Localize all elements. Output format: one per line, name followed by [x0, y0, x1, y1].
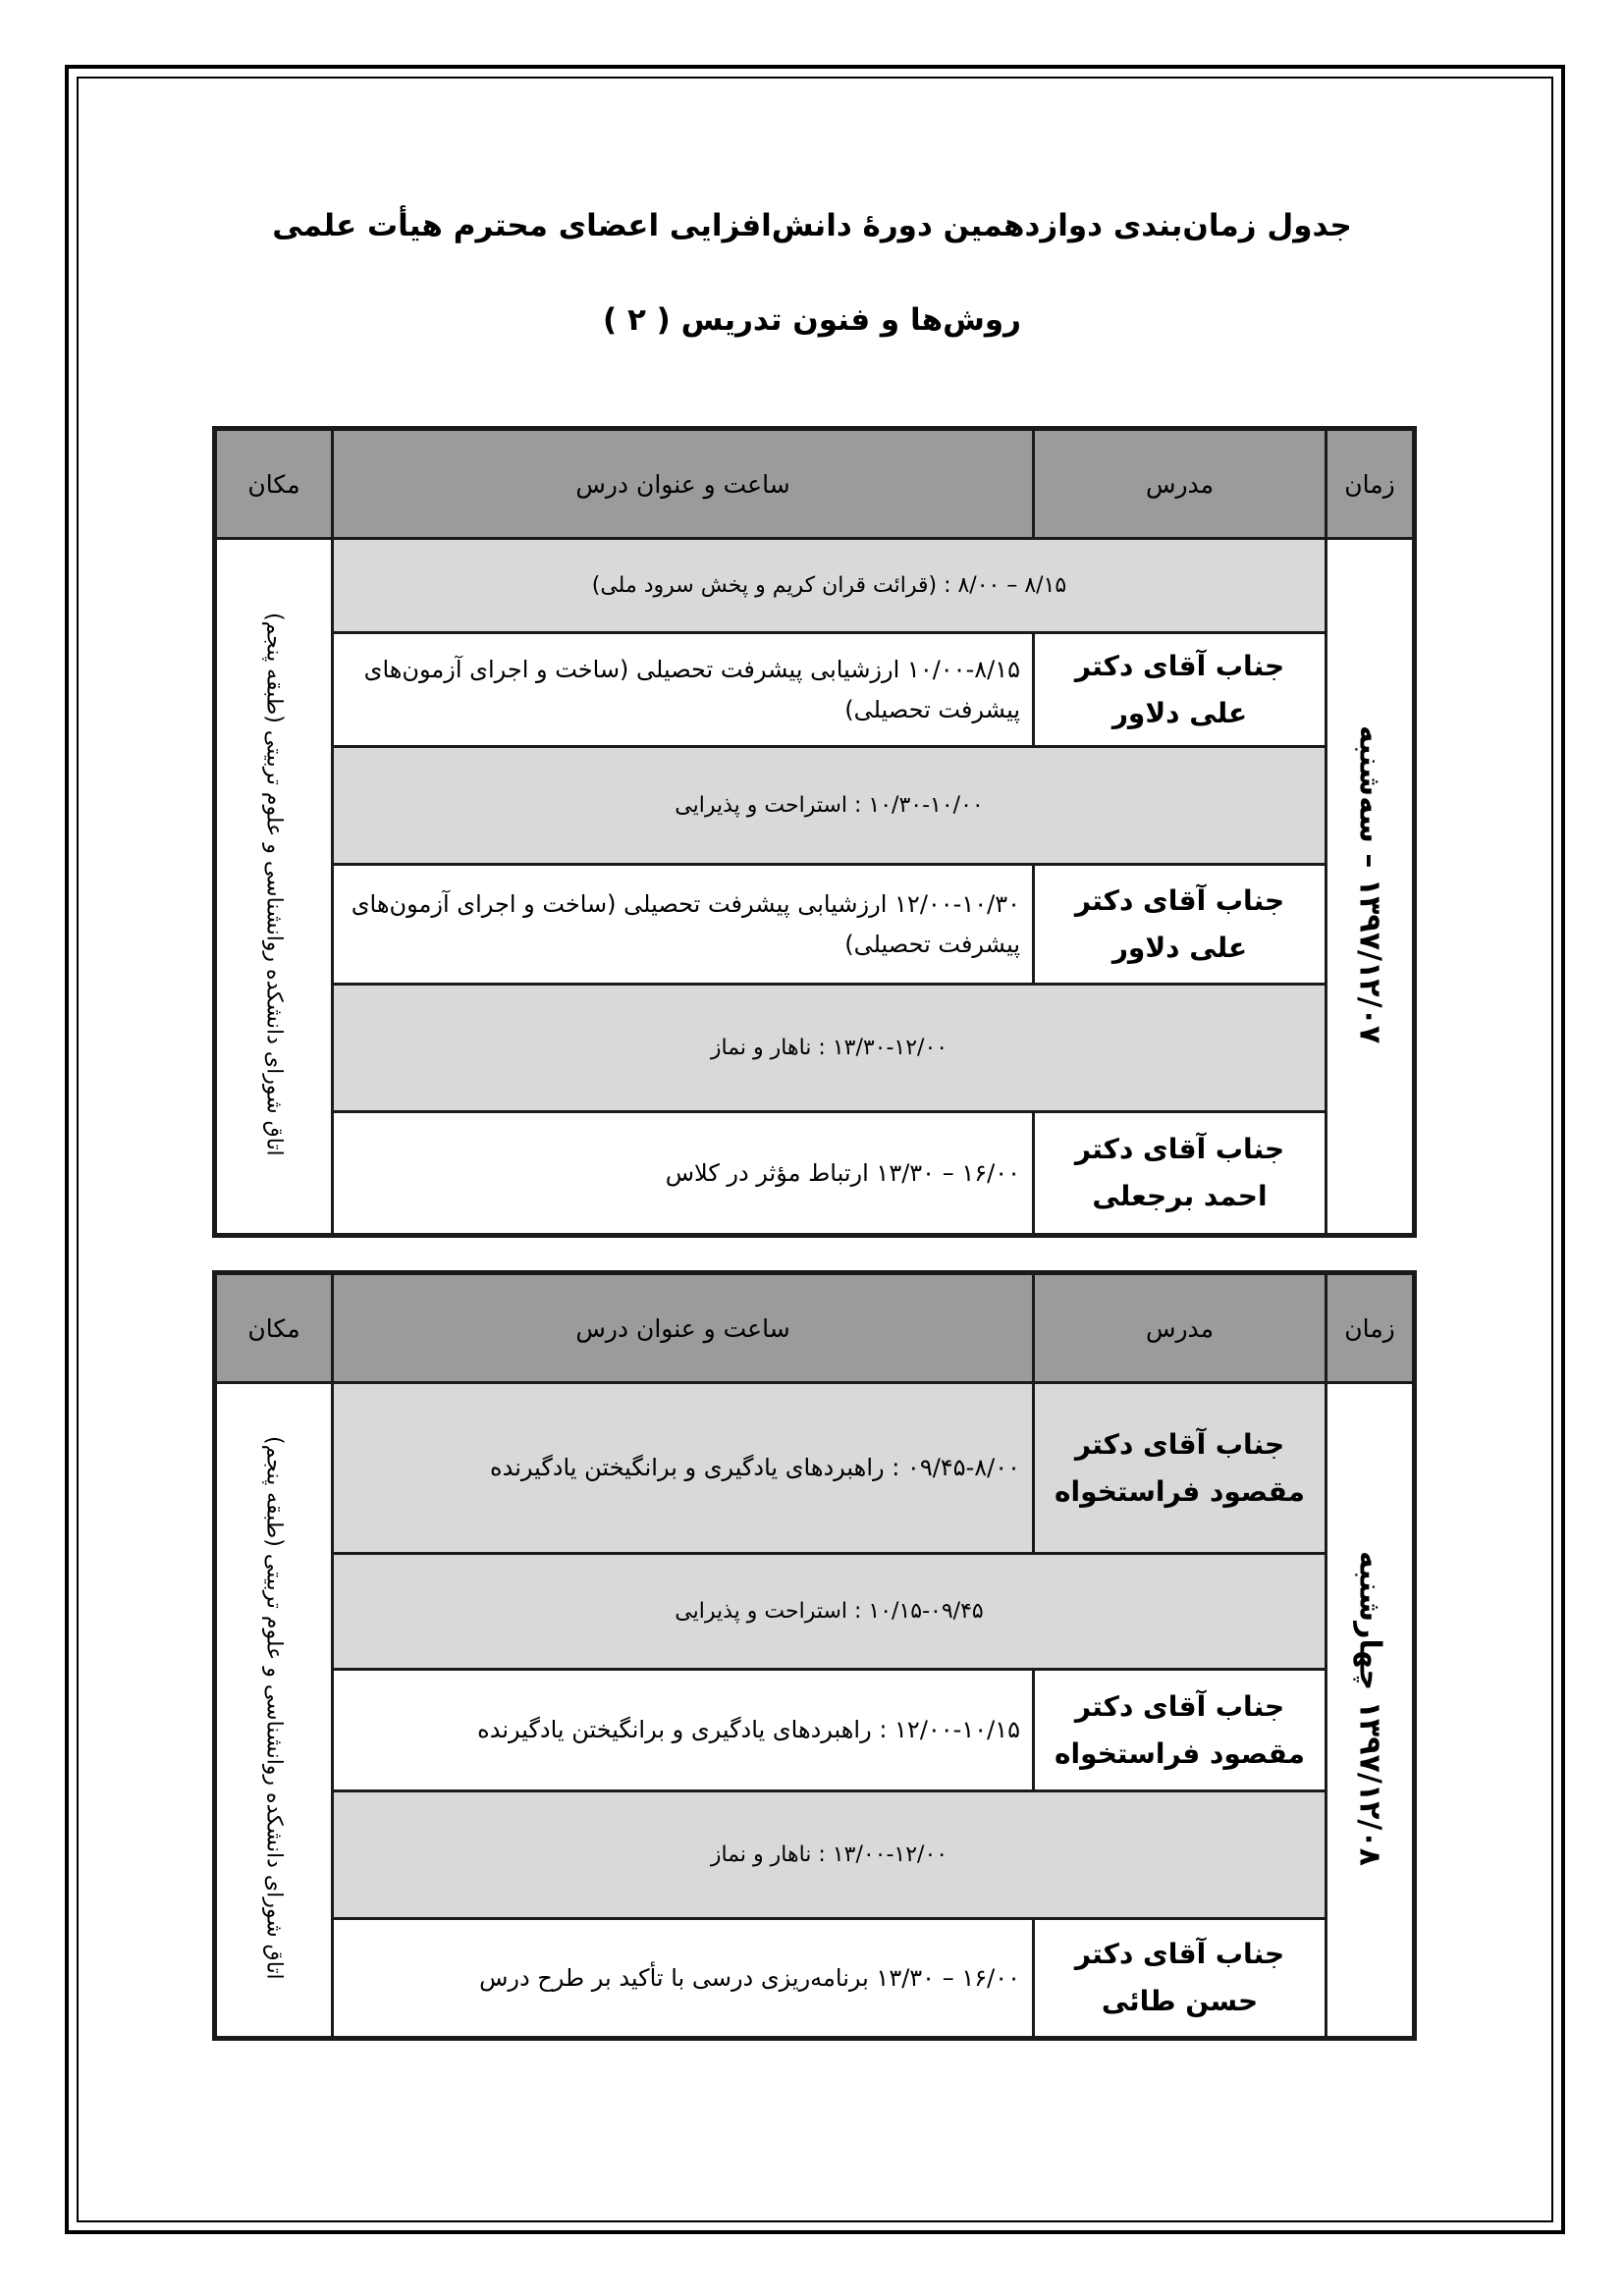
table-row	[215, 1554, 1415, 1670]
header-teacher: مدرس	[1034, 1273, 1326, 1383]
page-title: جدول زمان‌بندی دوازدهمین دورهٔ دانش‌افزایی اعضای محترم هیأت علمی	[272, 208, 1352, 243]
header-time: زمان	[1326, 429, 1415, 539]
day-cell	[1326, 539, 1415, 1236]
page-subtitle: روش‌ها و فنون تدریس ( ۲ )	[602, 302, 1022, 338]
header-place: مکان	[215, 1273, 333, 1383]
place-cell	[215, 1383, 333, 2039]
teacher-cell: جناب آقای دکتر مقصود فراستخواه	[1034, 1383, 1326, 1554]
topic-cell: ۰۹/۴۵-۸/۰۰ : راهبردهای یادگیری و برانگیختن یادگیرنده	[333, 1383, 1034, 1554]
session-break: ۱۰/۱۵-۰۹/۴۵ : استراحت و پذیرایی	[333, 1554, 1326, 1670]
header-time: زمان	[1326, 1273, 1415, 1383]
table-header-row	[215, 429, 1415, 539]
topic-cell: ۱۰/۰۰-۸/۱۵ ارزشیابی پیشرفت تحصیلی (ساخت و اجرای آزمون‌های پیشرفت تحصیلی)	[333, 633, 1034, 747]
teacher-cell: جناب آقای دکتر علی دلاور	[1034, 865, 1326, 985]
session-break: ۱۳/۳۰-۱۲/۰۰ : ناهار و نماز	[333, 985, 1326, 1112]
day-date: ۱۳۹۷/۱۲/۰۸ چهارشنبه	[1352, 1550, 1387, 1866]
table-row	[215, 1383, 1415, 1554]
schedule-table-day1	[212, 426, 1417, 1238]
table-row	[215, 1919, 1415, 2039]
teacher-cell: جناب آقای دکتر علی دلاور	[1034, 633, 1326, 747]
session-break: ۱۳/۰۰-۱۲/۰۰ : ناهار و نماز	[333, 1791, 1326, 1919]
table-row	[215, 985, 1415, 1112]
place-label: اتاق شورای دانشکده روانشناسی و علوم تربیتی (طبقه پنجم)	[261, 613, 287, 1156]
topic-cell: ۱۶/۰۰ – ۱۳/۳۰ ارتباط مؤثر در کلاس	[333, 1112, 1034, 1236]
session-break: ۱۰/۳۰-۱۰/۰۰ : استراحت و پذیرایی	[333, 747, 1326, 865]
header-teacher: مدرس	[1034, 429, 1326, 539]
table-row	[215, 1670, 1415, 1791]
table-row	[215, 865, 1415, 985]
table-row	[215, 1791, 1415, 1919]
table-row	[215, 747, 1415, 865]
day-date: ۱۳۹۷/۱۲/۰۷ – سه‌شنبه	[1352, 724, 1387, 1044]
topic-cell: ۱۲/۰۰-۱۰/۱۵ : راهبردهای یادگیری و برانگیختن یادگیرنده	[333, 1670, 1034, 1791]
schedule-table-day2	[212, 1270, 1417, 2041]
day-cell	[1326, 1383, 1415, 2039]
table-header-row	[215, 1273, 1415, 1383]
table-row	[215, 1112, 1415, 1236]
teacher-cell: جناب آقای دکتر حسن طائی	[1034, 1919, 1326, 2039]
place-label: اتاق شورای دانشکده روانشناسی و علوم تربیتی (طبقه پنجم)	[261, 1436, 287, 1980]
topic-cell: ۱۶/۰۰ – ۱۳/۳۰ برنامه‌ریزی درسی با تأکید بر طرح درس	[333, 1919, 1034, 2039]
place-cell	[215, 539, 333, 1236]
table-row	[215, 539, 1415, 633]
header-topic: ساعت و عنوان درس	[333, 1273, 1034, 1383]
header-place: مکان	[215, 429, 333, 539]
table-row	[215, 633, 1415, 747]
header-topic: ساعت و عنوان درس	[333, 429, 1034, 539]
teacher-cell: جناب آقای دکتر مقصود فراستخواه	[1034, 1670, 1326, 1791]
teacher-cell: جناب آقای دکتر احمد برجعلی	[1034, 1112, 1326, 1236]
session-break: ۸/۱۵ – ۸/۰۰ : (قرائت قران کریم و پخش سرود ملی)	[333, 539, 1326, 633]
topic-cell: ۱۲/۰۰-۱۰/۳۰ ارزشیابی پیشرفت تحصیلی (ساخت و اجرای آزمون‌های پیشرفت تحصیلی)	[333, 865, 1034, 985]
